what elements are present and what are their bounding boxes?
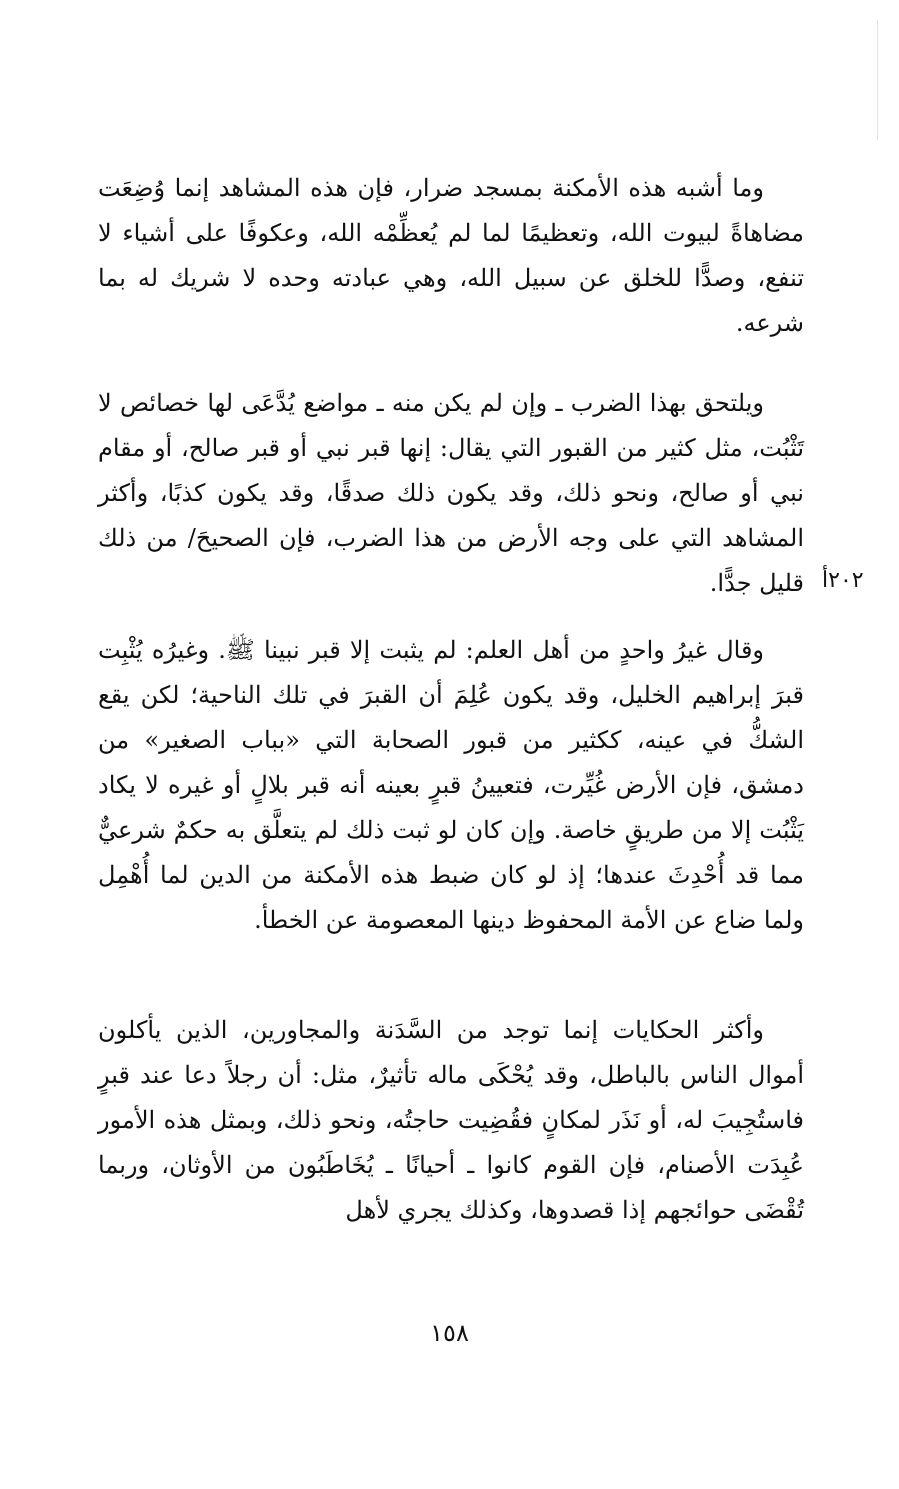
paragraph-1 [98,166,804,346]
paragraph-text: وما أشبه هذه الأمكنة بمسجد ضرار، فإن هذه المشاهد إنما وُضِعَت مضاهاةً لبيوت الله، وتعظيمًا لما لم يُعظِّمْه الله، وعكوفًا على أشياء لا تنفع، وصدًّا للخلق عن سبيل الله، وهي عبادته وحده لا شريك له بما شرعه. [98,174,804,337]
page-number: ١٥٨ [430,1319,469,1347]
paragraph-4 [98,1008,804,1233]
paragraph-2 [98,381,804,606]
paragraph-3 [98,628,804,943]
paragraph-text: ويلتحق بهذا الضرب ـ وإن لم يكن منه ـ مواضع يُدَّعَى لها خصائص لا تَثْبُت، مثل كثير من القبور التي يقال: إنها قبر نبي أو قبر صالح، أو مقام نبي أو صالح، ونحو ذلك، وقد يكون ذلك صدقًا، وقد يكون كذبًا، وأكثر المشاهد التي على وجه الأرض من هذا الضرب، فإن الصحيحَ/ من ذلك قليل جدًّا. [98,389,804,597]
manuscript-folio-marker: ٢٠٢أ [822,568,864,593]
page-edge-mark [877,20,878,140]
paragraph-text: وأكثر الحكايات إنما توجد من السَّدَنة والمجاورين، الذين يأكلون أموال الناس بالباطل، وقد يُحْكَى ماله تأثيرٌ، مثل: أن رجلاً دعا عند قبرٍ فاستُجِيبَ له، أو نَذَر لمكانٍ فقُضِيت حاجتُه، ونحو ذلك، وبمثل هذه الأمور عُبِدَت الأصنام، فإن القوم كانوا ـ أحيانًا ـ يُخَاطَبُون من الأوثان، وربما تُقْضَى حوائجهم إذا قصدوها، وكذلك يجري لأهل [98,1016,804,1224]
paragraph-text: وقال غيرُ واحدٍ من أهل العلم: لم يثبت إلا قبر نبينا ﷺ. وغيرُه يُثْبِت قبرَ إبراهيم الخليل، وقد يكون عُلِمَ أن القبرَ في تلك الناحية؛ لكن يقع الشكُّ في عينه، ككثير من قبور الصحابة التي «بباب الصغير» من دمشق، فإن الأرض غُيِّرت، فتعيينُ قبرٍ بعينه أنه قبر بلالٍ أو غيره لا يكاد يَثْبُت إلا من طريقٍ خاصة. وإن كان لو ثبت ذلك لم يتعلَّق به حكمٌ شرعيٌّ مما قد أُحْدِثَ عندها؛ إذ لو كان ضبط هذه الأمكنة من الدين لما أُهْمِل ولما ضاع عن الأمة المحفوظ دينها المعصومة عن الخطأ. [98,636,804,934]
